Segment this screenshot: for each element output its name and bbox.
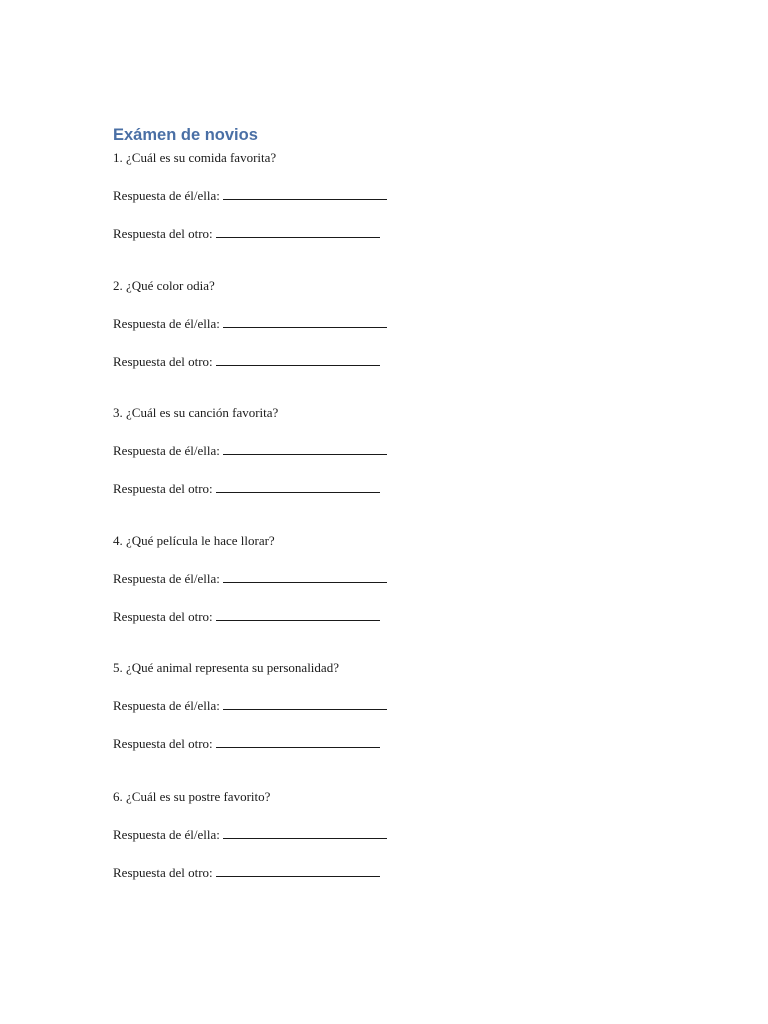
answer-blank-1[interactable] [223, 316, 387, 328]
answer-label-1: Respuesta de él/ella: [113, 698, 220, 713]
answer-row-2 [113, 352, 613, 372]
answer-blank-2[interactable] [216, 354, 380, 366]
answer-label-2: Respuesta del otro: [113, 481, 213, 496]
answer-blank-1[interactable] [223, 188, 387, 200]
answer-row-1 [113, 186, 613, 206]
answer-row-2 [113, 734, 613, 754]
answer-row-2 [113, 607, 613, 627]
question-block-2 [113, 276, 613, 372]
question-block-5 [113, 658, 613, 754]
answer-row-1 [113, 825, 613, 845]
question-text: 5. ¿Qué animal representa su personalidad? [113, 660, 339, 675]
answer-blank-1[interactable] [223, 827, 387, 839]
question-block-1 [113, 148, 613, 244]
answer-blank-1[interactable] [223, 571, 387, 583]
answer-label-2: Respuesta del otro: [113, 736, 213, 751]
answer-blank-1[interactable] [223, 443, 387, 455]
answer-row-1 [113, 441, 613, 461]
answer-label-2: Respuesta del otro: [113, 226, 213, 241]
question-block-3 [113, 403, 613, 499]
answer-label-1: Respuesta de él/ella: [113, 188, 220, 203]
question-text: 1. ¿Cuál es su comida favorita? [113, 150, 277, 165]
question-block-4 [113, 531, 613, 627]
answer-row-1 [113, 314, 613, 334]
answer-label-1: Respuesta de él/ella: [113, 571, 220, 586]
answer-label-1: Respuesta de él/ella: [113, 316, 220, 331]
document-title: Exámen de novios [113, 126, 258, 144]
answer-label-2: Respuesta del otro: [113, 865, 213, 880]
question-text: 2. ¿Qué color odia? [113, 278, 215, 293]
answer-blank-2[interactable] [216, 226, 380, 238]
answer-label-1: Respuesta de él/ella: [113, 827, 220, 842]
answer-row-1 [113, 696, 613, 716]
answer-blank-1[interactable] [223, 698, 387, 710]
answer-row-2 [113, 224, 613, 244]
answer-label-2: Respuesta del otro: [113, 354, 213, 369]
question-text: 6. ¿Cuál es su postre favorito? [113, 789, 271, 804]
question-text: 3. ¿Cuál es su canción favorita? [113, 405, 279, 420]
answer-row-1 [113, 569, 613, 589]
answer-row-2 [113, 479, 613, 499]
question-text: 4. ¿Qué película le hace llorar? [113, 533, 275, 548]
answer-blank-2[interactable] [216, 736, 380, 748]
answer-label-1: Respuesta de él/ella: [113, 443, 220, 458]
answer-row-2 [113, 863, 613, 883]
answer-blank-2[interactable] [216, 865, 380, 877]
question-block-6 [113, 787, 613, 883]
answer-label-2: Respuesta del otro: [113, 609, 213, 624]
answer-blank-2[interactable] [216, 481, 380, 493]
answer-blank-2[interactable] [216, 609, 380, 621]
